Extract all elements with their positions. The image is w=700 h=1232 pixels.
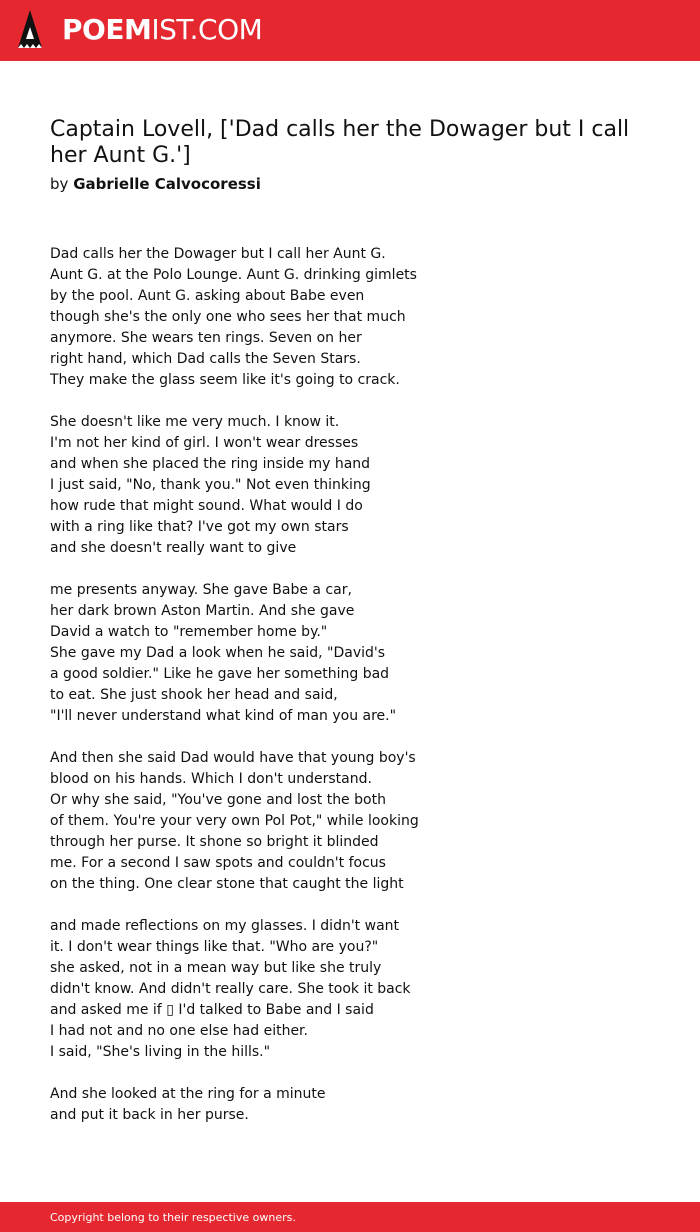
brand-light-text: IST.COM — [151, 13, 263, 46]
poem-line: Aunt G. at the Polo Lounge. Aunt G. drinking gimlets — [50, 267, 417, 283]
poem-line: by the pool. Aunt G. asking about Babe even — [50, 288, 365, 304]
poem-line: and asked me if ▯ I'd talked to Babe and I said — [50, 1002, 374, 1018]
poem-line: of them. You're your very own Pol Pot," while looking — [50, 813, 419, 829]
poem-line: And she looked at the ring for a minute — [50, 1086, 326, 1102]
poem-line: I had not and no one else had either. — [50, 1023, 308, 1039]
poem-line: They make the glass seem like it's going to crack. — [50, 372, 400, 388]
poem-line: on the thing. One clear stone that caught the light — [50, 876, 404, 892]
poem-stanza — [50, 916, 670, 1063]
poem-stanza — [50, 412, 670, 559]
poem-stanza — [50, 580, 670, 727]
poem-line: me presents anyway. She gave Babe a car, — [50, 582, 352, 598]
poem-line: Or why she said, "You've gone and lost the both — [50, 792, 386, 808]
poem-line: she asked, not in a mean way but like she truly — [50, 960, 382, 976]
site-footer — [0, 1202, 700, 1232]
brand-bold-text: POEM — [62, 13, 152, 46]
poem-body — [50, 244, 670, 1147]
poem-line: Dad calls her the Dowager but I call her Aunt G. — [50, 246, 386, 262]
poem-line: David a watch to "remember home by." — [50, 624, 328, 640]
poem-line: "I'll never understand what kind of man you are." — [50, 708, 397, 724]
poem-line: how rude that might sound. What would I do — [50, 498, 363, 514]
poem-line: and when she placed the ring inside my hand — [50, 456, 371, 472]
poem-title: Captain Lovell, ['Dad calls her the Dowager but I call her Aunt G.'] — [50, 117, 630, 168]
by-label: by — [50, 175, 69, 193]
poem-line: through her purse. It shone so bright it blinded — [50, 834, 379, 850]
poem-line: and made reflections on my glasses. I didn't want — [50, 918, 400, 934]
poem-byline — [50, 174, 261, 194]
poem-line: She doesn't like me very much. I know it. — [50, 414, 340, 430]
site-logo-text[interactable] — [62, 12, 262, 48]
poem-line: though she's the only one who sees her that much — [50, 309, 406, 325]
poem-line: it. I don't wear things like that. "Who are you?" — [50, 939, 379, 955]
poem-line: She gave my Dad a look when he said, "David's — [50, 645, 386, 661]
poem-line: to eat. She just shook her head and said, — [50, 687, 338, 703]
poem-line: a good soldier." Like he gave her something bad — [50, 666, 390, 682]
copyright-notice: Copyright belong to their respective owners. — [50, 1211, 296, 1224]
poem-stanza — [50, 244, 670, 391]
poem-stanza — [50, 1084, 670, 1126]
poem-line: I said, "She's living in the hills." — [50, 1044, 271, 1060]
poem-line: me. For a second I saw spots and couldn't focus — [50, 855, 386, 871]
pencil-tip-icon[interactable] — [17, 9, 43, 52]
site-header — [0, 0, 700, 61]
poem-line: blood on his hands. Which I don't understand. — [50, 771, 372, 787]
poem-line: and put it back in her purse. — [50, 1107, 249, 1123]
poem-line: I'm not her kind of girl. I won't wear dresses — [50, 435, 359, 451]
poem-line: I just said, "No, thank you." Not even thinking — [50, 477, 371, 493]
poem-stanza — [50, 748, 670, 895]
poem-line: And then she said Dad would have that young boy's — [50, 750, 416, 766]
poem-line: didn't know. And didn't really care. She took it back — [50, 981, 411, 997]
poem-author: Gabrielle Calvocoressi — [73, 175, 261, 193]
poem-line: her dark brown Aston Martin. And she gave — [50, 603, 355, 619]
poem-line: with a ring like that? I've got my own stars — [50, 519, 349, 535]
poem-line: and she doesn't really want to give — [50, 540, 297, 556]
poem-line: anymore. She wears ten rings. Seven on her — [50, 330, 362, 346]
poem-line: right hand, which Dad calls the Seven Stars. — [50, 351, 361, 367]
